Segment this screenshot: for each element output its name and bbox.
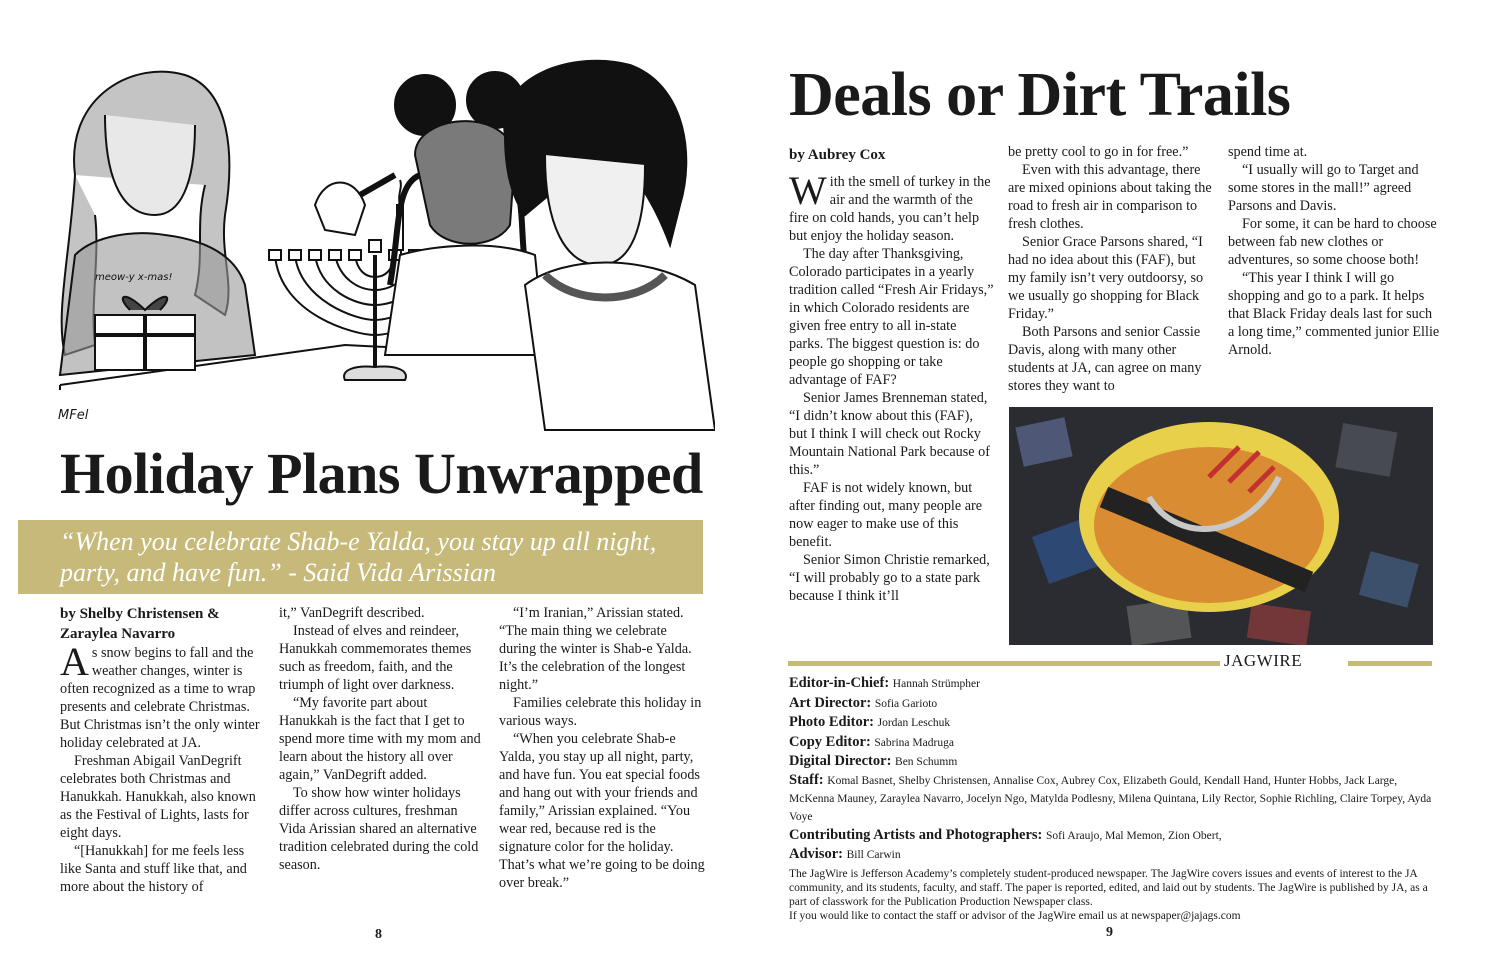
label: Photo Editor: — [789, 714, 874, 730]
page-number: 8 — [375, 927, 382, 942]
value: Hannah Strümpher — [892, 678, 980, 690]
rule-bar-left — [788, 661, 1220, 666]
paragraph-text: s snow begins to fall and the weather changes, winter is often recognized as a time to wrap presents and celebrate Christmas. But Christmas isn’t the only winter holiday celebrated at JA. — [60, 645, 260, 751]
menorah-artwork-photo — [1009, 407, 1433, 645]
paragraph — [60, 639, 265, 752]
fine-print-contact: If you would like to contact the staff or advisor of the JagWire email us at newspaper@jajags.com — [789, 910, 1241, 923]
staff-row-staff — [789, 772, 1439, 826]
value: Jordan Leschuk — [877, 717, 951, 729]
label: Digital Director: — [789, 753, 892, 769]
staff-row-copy — [789, 733, 1439, 753]
staff-row-advisor — [789, 845, 1439, 865]
paragraph: spend time at. — [1228, 144, 1308, 160]
paragraph: Senior Simon Christie remarked, “I will probably go to a state park because I think it’ll — [789, 552, 990, 604]
byline-line-1: by Shelby Christensen & — [60, 606, 220, 622]
value: Sofia Garioto — [874, 697, 938, 710]
article-column-2 — [279, 604, 484, 874]
value: Sofi Araujo, Mal Memon, Zion Obert, — [1046, 829, 1222, 842]
paragraph-text: ith the smell of turkey in the air and the warmth of the fire on cold hands, you can’t help but enjoy the holiday season. — [789, 174, 991, 244]
value: Sabrina Madruga — [874, 736, 954, 749]
staff-row-art — [789, 694, 1439, 714]
article-column-1 — [789, 145, 994, 605]
right-page — [746, 0, 1492, 971]
paragraph: Freshman Abigail VanDegrift celebrates both Christmas and Hanukkah. Hanukkah, also known as the Festival of Lights, lasts for eight days. — [60, 753, 256, 841]
staff-box — [789, 674, 1439, 923]
artwork-drawing — [1009, 407, 1433, 645]
article-column-1 — [60, 604, 265, 896]
page-number: 9 — [1106, 925, 1113, 940]
fine-print-about: The JagWire is Jefferson Academy’s completely student-produced newspaper. The JagWire covers issues and events of interest to the JA community, and its students, faculty, and staff. The paper is reported, edited, and laid out by students. The JagWire is published by JA, as a part of classwork for the Publication Production Newspaper class. — [789, 867, 1428, 908]
paragraph: Senior Grace Parsons shared, “I had no idea about this (FAF), but my family isn’t very outdoorsy, so we usually go shopping for Black Friday.” — [1008, 234, 1204, 322]
pull-quote-text: “When you celebrate Shab-e Yalda, you stay up all night, party, and have fun.” - Said Vida Arissian — [60, 527, 657, 587]
staff-row-digital — [789, 752, 1439, 772]
artist-signature: MFel — [58, 408, 89, 423]
paragraph: Instead of elves and reindeer, Hanukkah commemorates themes such as freedom, faith, and the triumph of light over darkness. — [279, 623, 472, 693]
drop-cap: W — [789, 168, 827, 213]
byline: by Aubrey Cox — [789, 147, 886, 163]
paragraph: it,” VanDegrift described. — [279, 605, 425, 621]
pull-quote-box — [18, 520, 703, 594]
article-column-3 — [1228, 143, 1440, 359]
staff-row-contributors — [789, 826, 1439, 846]
masthead-name: JAGWIRE — [1224, 651, 1303, 670]
paragraph: “[Hanukkah] for me feels less like Santa and stuff like that, and more about the history of — [60, 843, 247, 895]
headline-holiday-plans: Holiday Plans Unwrapped — [60, 441, 703, 506]
paragraph: “I’m Iranian,” Arissian stated. “The main thing we celebrate during the winter is Shab-e Yalda. It’s the celebration of the longest night.” — [499, 605, 692, 693]
label: Staff: — [789, 771, 824, 788]
label: Advisor: — [789, 846, 843, 862]
drop-cap: A — [60, 639, 89, 684]
label: Editor-in-Chief: — [789, 675, 890, 691]
paragraph: “When you celebrate Shab-e Yalda, you stay up all night, party, and have fun. You eat special foods and hang out with your friends and family,” Arissian explained. “You wear red, because red is the signature color for the holiday. That’s what we’re going to be doing over break.” — [499, 731, 705, 891]
staff-row-photo — [789, 713, 1439, 733]
label: Art Director: — [789, 694, 872, 711]
headline-deals-or-dirt-trails: Deals or Dirt Trails — [789, 61, 1291, 129]
paragraph: Senior James Brenneman stated, “I didn’t know about this (FAF), but I think I will check out Rocky Mountain National Park because of this.” — [789, 390, 990, 478]
sweater-text: meow-y x-mas! — [95, 272, 173, 283]
article-column-2 — [1008, 143, 1213, 395]
paragraph — [789, 168, 994, 245]
value: Ben Schumm — [895, 756, 958, 768]
paragraph: FAF is not widely known, but after finding out, many people are now eager to make use of this benefit. — [789, 480, 983, 550]
paragraph: “This year I think I will go shopping and go to a park. It helps that Black Friday deals last for such a long time,” commented junior Ellie Arnold. — [1228, 270, 1440, 358]
masthead-rule — [788, 651, 1432, 670]
paragraph: be pretty cool to go in for free.” — [1008, 144, 1189, 160]
paragraph: “I usually will go to Target and some stores in the mall!” agreed Parsons and Davis. — [1228, 162, 1419, 214]
value: Bill Carwin — [846, 849, 901, 861]
paragraph: To show how winter holidays differ across cultures, freshman Vida Arissian shared an alternative tradition celebrated during the cold season. — [279, 785, 479, 873]
rule-bar-right — [1348, 661, 1432, 666]
byline-line-2: Zaraylea Navarro — [60, 626, 176, 642]
label: Copy Editor: — [789, 733, 871, 750]
paragraph: Families celebrate this holiday in various ways. — [499, 695, 702, 729]
article-column-3 — [499, 604, 707, 892]
paragraph: Both Parsons and senior Cassie Davis, along with many other students at JA, can agree on many stores they want to — [1008, 324, 1202, 394]
paragraph: The day after Thanksgiving, Colorado participates in a yearly tradition called “Fresh Air Fridays,” in which Colorado residents are given free entry to all in-state parks. The biggest question is: do people go shopping or take advantage of FAF? — [789, 246, 994, 388]
paragraph: “My favorite part about Hanukkah is the fact that I get to spend more time with my mom and learn about the history all over again,” VanDegrift added. — [279, 695, 481, 783]
holiday-illustration — [55, 55, 715, 435]
label: Contributing Artists and Photographers: — [789, 826, 1043, 843]
paragraph: For some, it can be hard to choose between fab new clothes or adventures, so some choose both! — [1228, 216, 1437, 268]
value: Komal Basnet, Shelby Christensen, Annalise Cox, Aubrey Cox, Elizabeth Gould, Kendall Hand, Hunter Hobbs, Jack Large, McKenna Mauney, Zaraylea Navarro, Jocelyn Ngo, Matylda Podlesny, Milena Quintana, Lily Rector, Sophie Richling, Claire Torpey, Ayda Voye — [789, 774, 1432, 823]
paragraph: Even with this advantage, there are mixed opinions about taking the road to fresh air in comparison to fresh clothes. — [1008, 162, 1212, 232]
staff-row-eic — [789, 674, 1439, 694]
